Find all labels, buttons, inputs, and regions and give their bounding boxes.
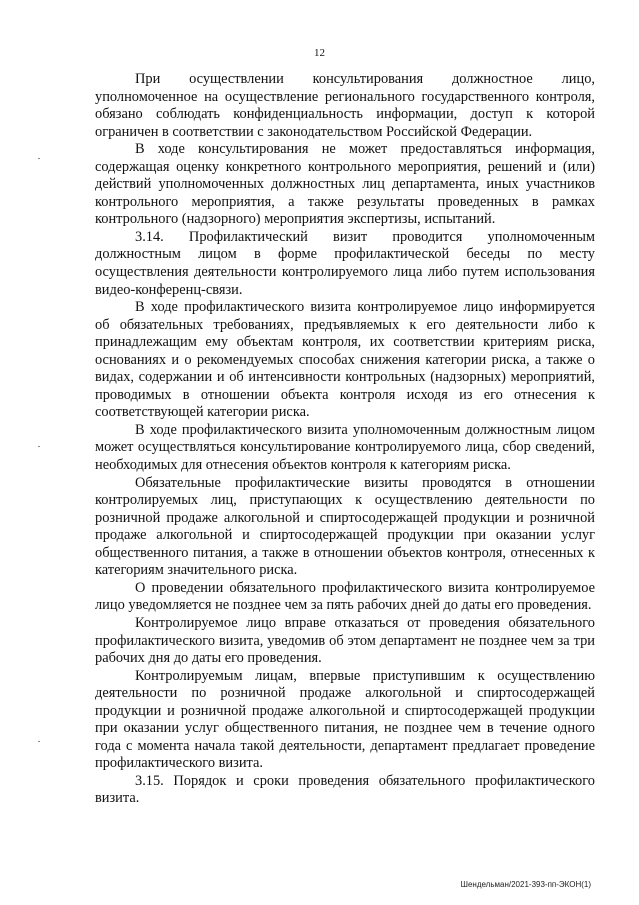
paragraph-new-businesses: Контролируемым лицам, впервые приступившим к осуществлению деятельности по розничной продаже алкогольной и спиртосодержащей продукции и розничной продаже алкогольной и спиртосодержащей продукции при оказании услуг общественного питания, не позднее чем в течение одного года с момента начала такой деятельности, департамент предлагает проведение профилактического визита. <box>95 667 595 772</box>
paragraph-mandatory-visits: Обязательные профилактические визиты проводятся в отношении контролируемых лиц, приступающих к осуществлению деятельности по розничной продаже алкогольной и спиртосодержащей продукции и розничной продаже алкогольной и спиртосодержащей продукции при оказании услуг общественного питания, а также в отношении объектов контроля, отнесенных к категориям значительного риска. <box>95 474 595 579</box>
document-footer-code: Шендельман/2021-393-пп-ЭКОН(1) <box>460 880 591 889</box>
paragraph-confidentiality: При осуществлении консультирования должностное лицо, уполномоченное на осуществление регионального государственного контроля, обязано соблюдать конфиденциальность информации, доступ к которой ограничен в соответствии с законодательством Российской Федерации. <box>95 71 595 140</box>
paragraph-3-15-procedure: 3.15. Порядок и сроки проведения обязательного профилактического визита. <box>95 772 595 807</box>
scan-artifact <box>38 741 40 742</box>
document-body <box>95 71 595 808</box>
paragraph-visit-informing: В ходе профилактического визита контролируемое лицо информируется об обязательных требованиях, предъявляемых к его деятельности либо к принадлежащим ему объектам контроля, их соответствии критериям риска, основаниях и о рекомендуемых способах снижения категории риска, а также о видах, содержании и об интенсивности контрольных (надзорных) мероприятий, проводимых в отношении объекта контроля исходя из его отнесения к соответствующей категории риска. <box>95 299 595 421</box>
paragraph-notification: О проведении обязательного профилактического визита контролируемое лицо уведомляется не позднее чем за пять рабочих дней до даты его проведения. <box>95 579 595 614</box>
paragraph-consulting-restrictions: В ходе консультирования не может предоставляться информация, содержащая оценку конкретного контрольного мероприятия, решений и (или) действий уполномоченных должностных лиц департамента, иных участников контрольного мероприятия, а также результаты проведенных в рамках контрольного (надзорного) мероприятия экспертизы, испытаний. <box>95 141 595 228</box>
scan-artifact <box>38 158 40 159</box>
paragraph-right-to-refuse: Контролируемое лицо вправе отказаться от проведения обязательного профилактического визита, уведомив об этом департамент не позднее чем за три рабочих дня до даты его проведения. <box>95 614 595 667</box>
scan-artifact <box>38 446 40 447</box>
page-number: 12 <box>314 47 325 59</box>
paragraph-visit-consulting: В ходе профилактического визита уполномоченным должностным лицом может осуществляться консультирование контролируемого лица, сбор сведений, необходимых для отнесения объектов контроля к категориям риска. <box>95 421 595 474</box>
paragraph-3-14-preventive-visit: 3.14. Профилактический визит проводится уполномоченным должностным лицом в форме профилактической беседы по месту осуществления деятельности контролируемого лица либо путем использования видео-конференц-связи. <box>95 228 595 298</box>
